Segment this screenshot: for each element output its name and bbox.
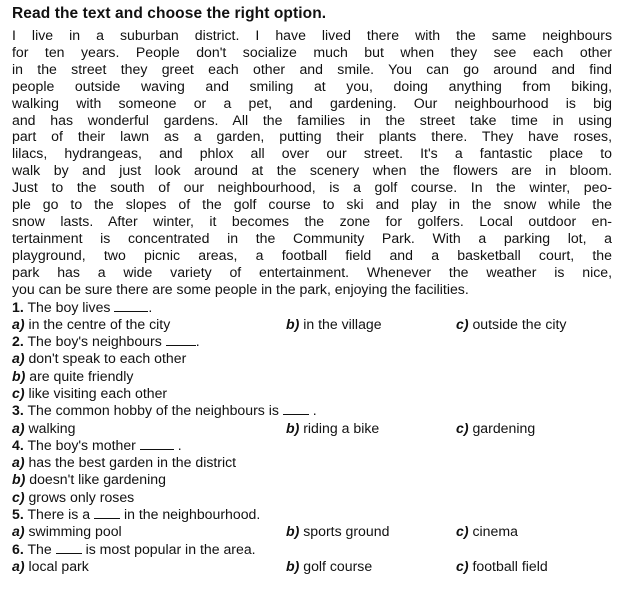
question-number: 4.	[12, 436, 24, 453]
question-text: The boy's mother	[27, 436, 136, 453]
answer-blank[interactable]	[114, 299, 148, 312]
passage-line: lilacs, hydrangeas, and phlox all over our street. It's a fantastic place to	[12, 145, 612, 162]
option-a[interactable]	[12, 316, 170, 333]
option-text: riding a bike	[303, 419, 380, 436]
passage-line: Just to the south of our neighbourhood, is a golf course. In the winter, peo-	[12, 179, 612, 196]
question-stem	[12, 506, 612, 523]
option-text: has the best garden in the district	[28, 454, 237, 471]
option-text: sports ground	[303, 523, 390, 540]
option-letter: b)	[12, 367, 26, 384]
option-letter: c)	[456, 523, 469, 540]
option-letter: b)	[286, 557, 300, 574]
question-text: The boy's neighbours	[27, 333, 162, 350]
answer-blank[interactable]	[56, 541, 82, 554]
question-number: 2.	[12, 333, 24, 350]
worksheet	[12, 4, 612, 575]
question-stem	[12, 333, 612, 350]
option-row	[12, 420, 612, 437]
option-b[interactable]	[286, 316, 382, 333]
option-b[interactable]	[286, 558, 372, 575]
passage-line: playground, two picnic areas, a football field and a basketball court, the	[12, 246, 612, 263]
passage-line: in the street they greet each other and smile. You can go around and find	[12, 60, 612, 77]
option-text: cinema	[472, 523, 518, 540]
passage-line: for ten years. People don't socialize much but when they see each other	[12, 43, 612, 60]
passage-line: people outside waving and smiling at you, doing anything from biking,	[12, 77, 612, 94]
option-text: doesn't like gardening	[29, 471, 166, 488]
option-b[interactable]	[12, 471, 612, 488]
option-text: in the village	[303, 315, 382, 332]
question-stem	[12, 541, 612, 558]
answer-blank[interactable]	[166, 333, 196, 346]
option-letter: c)	[456, 315, 469, 332]
option-text: local park	[28, 557, 89, 574]
question-text: There is a	[27, 506, 91, 523]
option-text: walking	[28, 419, 76, 436]
option-letter: a)	[12, 523, 25, 540]
passage-line: I live in a suburban district. I have lived there with the same neighbours	[12, 27, 612, 43]
option-letter: c)	[456, 557, 469, 574]
option-letter: c)	[12, 384, 25, 401]
passage-line: ple go to the slopes of the golf course to ski and play in the snow while the	[12, 196, 612, 213]
option-text: gardening	[472, 419, 536, 436]
option-letter: a)	[12, 350, 25, 367]
option-text: grows only roses	[28, 488, 135, 505]
question-text-end: .	[177, 436, 182, 453]
option-letter: c)	[12, 488, 25, 505]
option-text: football field	[472, 557, 548, 574]
option-letter: b)	[286, 419, 300, 436]
passage-line: you can be sure there are some people in the park, enjoying the facilities.	[12, 280, 469, 297]
passage-line: snow lasts. After winter, it becomes the zone for golfers. Local outdoor en-	[12, 212, 612, 229]
option-text: golf course	[303, 557, 373, 574]
option-letter: b)	[286, 315, 300, 332]
answer-blank[interactable]	[94, 506, 120, 519]
option-text: are quite friendly	[29, 367, 134, 384]
question-text-end: .	[312, 402, 317, 419]
option-c[interactable]	[12, 489, 612, 506]
option-b[interactable]	[286, 523, 389, 540]
option-a[interactable]	[12, 558, 89, 575]
question-number: 6.	[12, 540, 24, 557]
question-text: The boy lives	[27, 298, 111, 315]
option-row	[12, 523, 612, 540]
question-text-end: .	[195, 333, 200, 350]
option-c[interactable]	[456, 558, 548, 575]
option-letter: b)	[12, 471, 26, 488]
option-a[interactable]	[12, 420, 75, 437]
option-a[interactable]	[12, 523, 122, 540]
page-title: Read the text and choose the right option.	[12, 5, 327, 22]
option-text: don't speak to each other	[28, 350, 187, 367]
option-text: swimming pool	[28, 523, 122, 540]
option-a[interactable]	[12, 350, 612, 367]
option-a[interactable]	[12, 454, 612, 471]
passage-line: and has wonderful gardens. All the families in the street take time in using	[12, 111, 612, 128]
question-stem	[12, 299, 612, 316]
option-row	[12, 316, 612, 333]
answer-blank[interactable]	[283, 402, 309, 415]
option-letter: c)	[456, 419, 469, 436]
option-b[interactable]	[12, 368, 612, 385]
question-text-end: is most popular in the area.	[85, 540, 256, 557]
passage-line: walk by and just look around at the scenery when the flowers are in bloom.	[12, 162, 612, 179]
question-list	[12, 299, 612, 576]
option-c[interactable]	[12, 385, 612, 402]
question-number: 5.	[12, 506, 24, 523]
option-c[interactable]	[456, 420, 535, 437]
passage-line: part of their lawn as a garden, putting their plants there. They have roses,	[12, 128, 612, 145]
passage-line: walking with someone or a pet, and gardening. Our neighbourhood is big	[12, 94, 612, 111]
question-text: The common hobby of the neighbours is	[27, 402, 279, 419]
option-b[interactable]	[286, 420, 379, 437]
option-text: in the centre of the city	[28, 315, 171, 332]
question-text-end: in the neighbourhood.	[123, 506, 261, 523]
option-text: outside the city	[472, 315, 567, 332]
question-number: 1.	[12, 298, 24, 315]
passage-line: park has a wide variety of entertainment. Whenever the weather is nice,	[12, 263, 612, 280]
option-letter: a)	[12, 454, 25, 471]
option-c[interactable]	[456, 523, 518, 540]
option-letter: a)	[12, 557, 25, 574]
passage-line: tertainment is concentrated in the Community Park. With a parking lot, a	[12, 229, 612, 246]
question-stem	[12, 437, 612, 454]
option-row	[12, 558, 612, 575]
answer-blank[interactable]	[140, 437, 174, 450]
option-letter: b)	[286, 523, 300, 540]
reading-passage	[12, 27, 612, 298]
question-stem	[12, 402, 612, 419]
option-letter: a)	[12, 419, 25, 436]
question-number: 3.	[12, 402, 24, 419]
question-text: The	[27, 540, 52, 557]
option-letter: a)	[12, 315, 25, 332]
option-c[interactable]	[456, 316, 566, 333]
question-text-end: .	[148, 298, 153, 315]
option-text: like visiting each other	[28, 384, 168, 401]
